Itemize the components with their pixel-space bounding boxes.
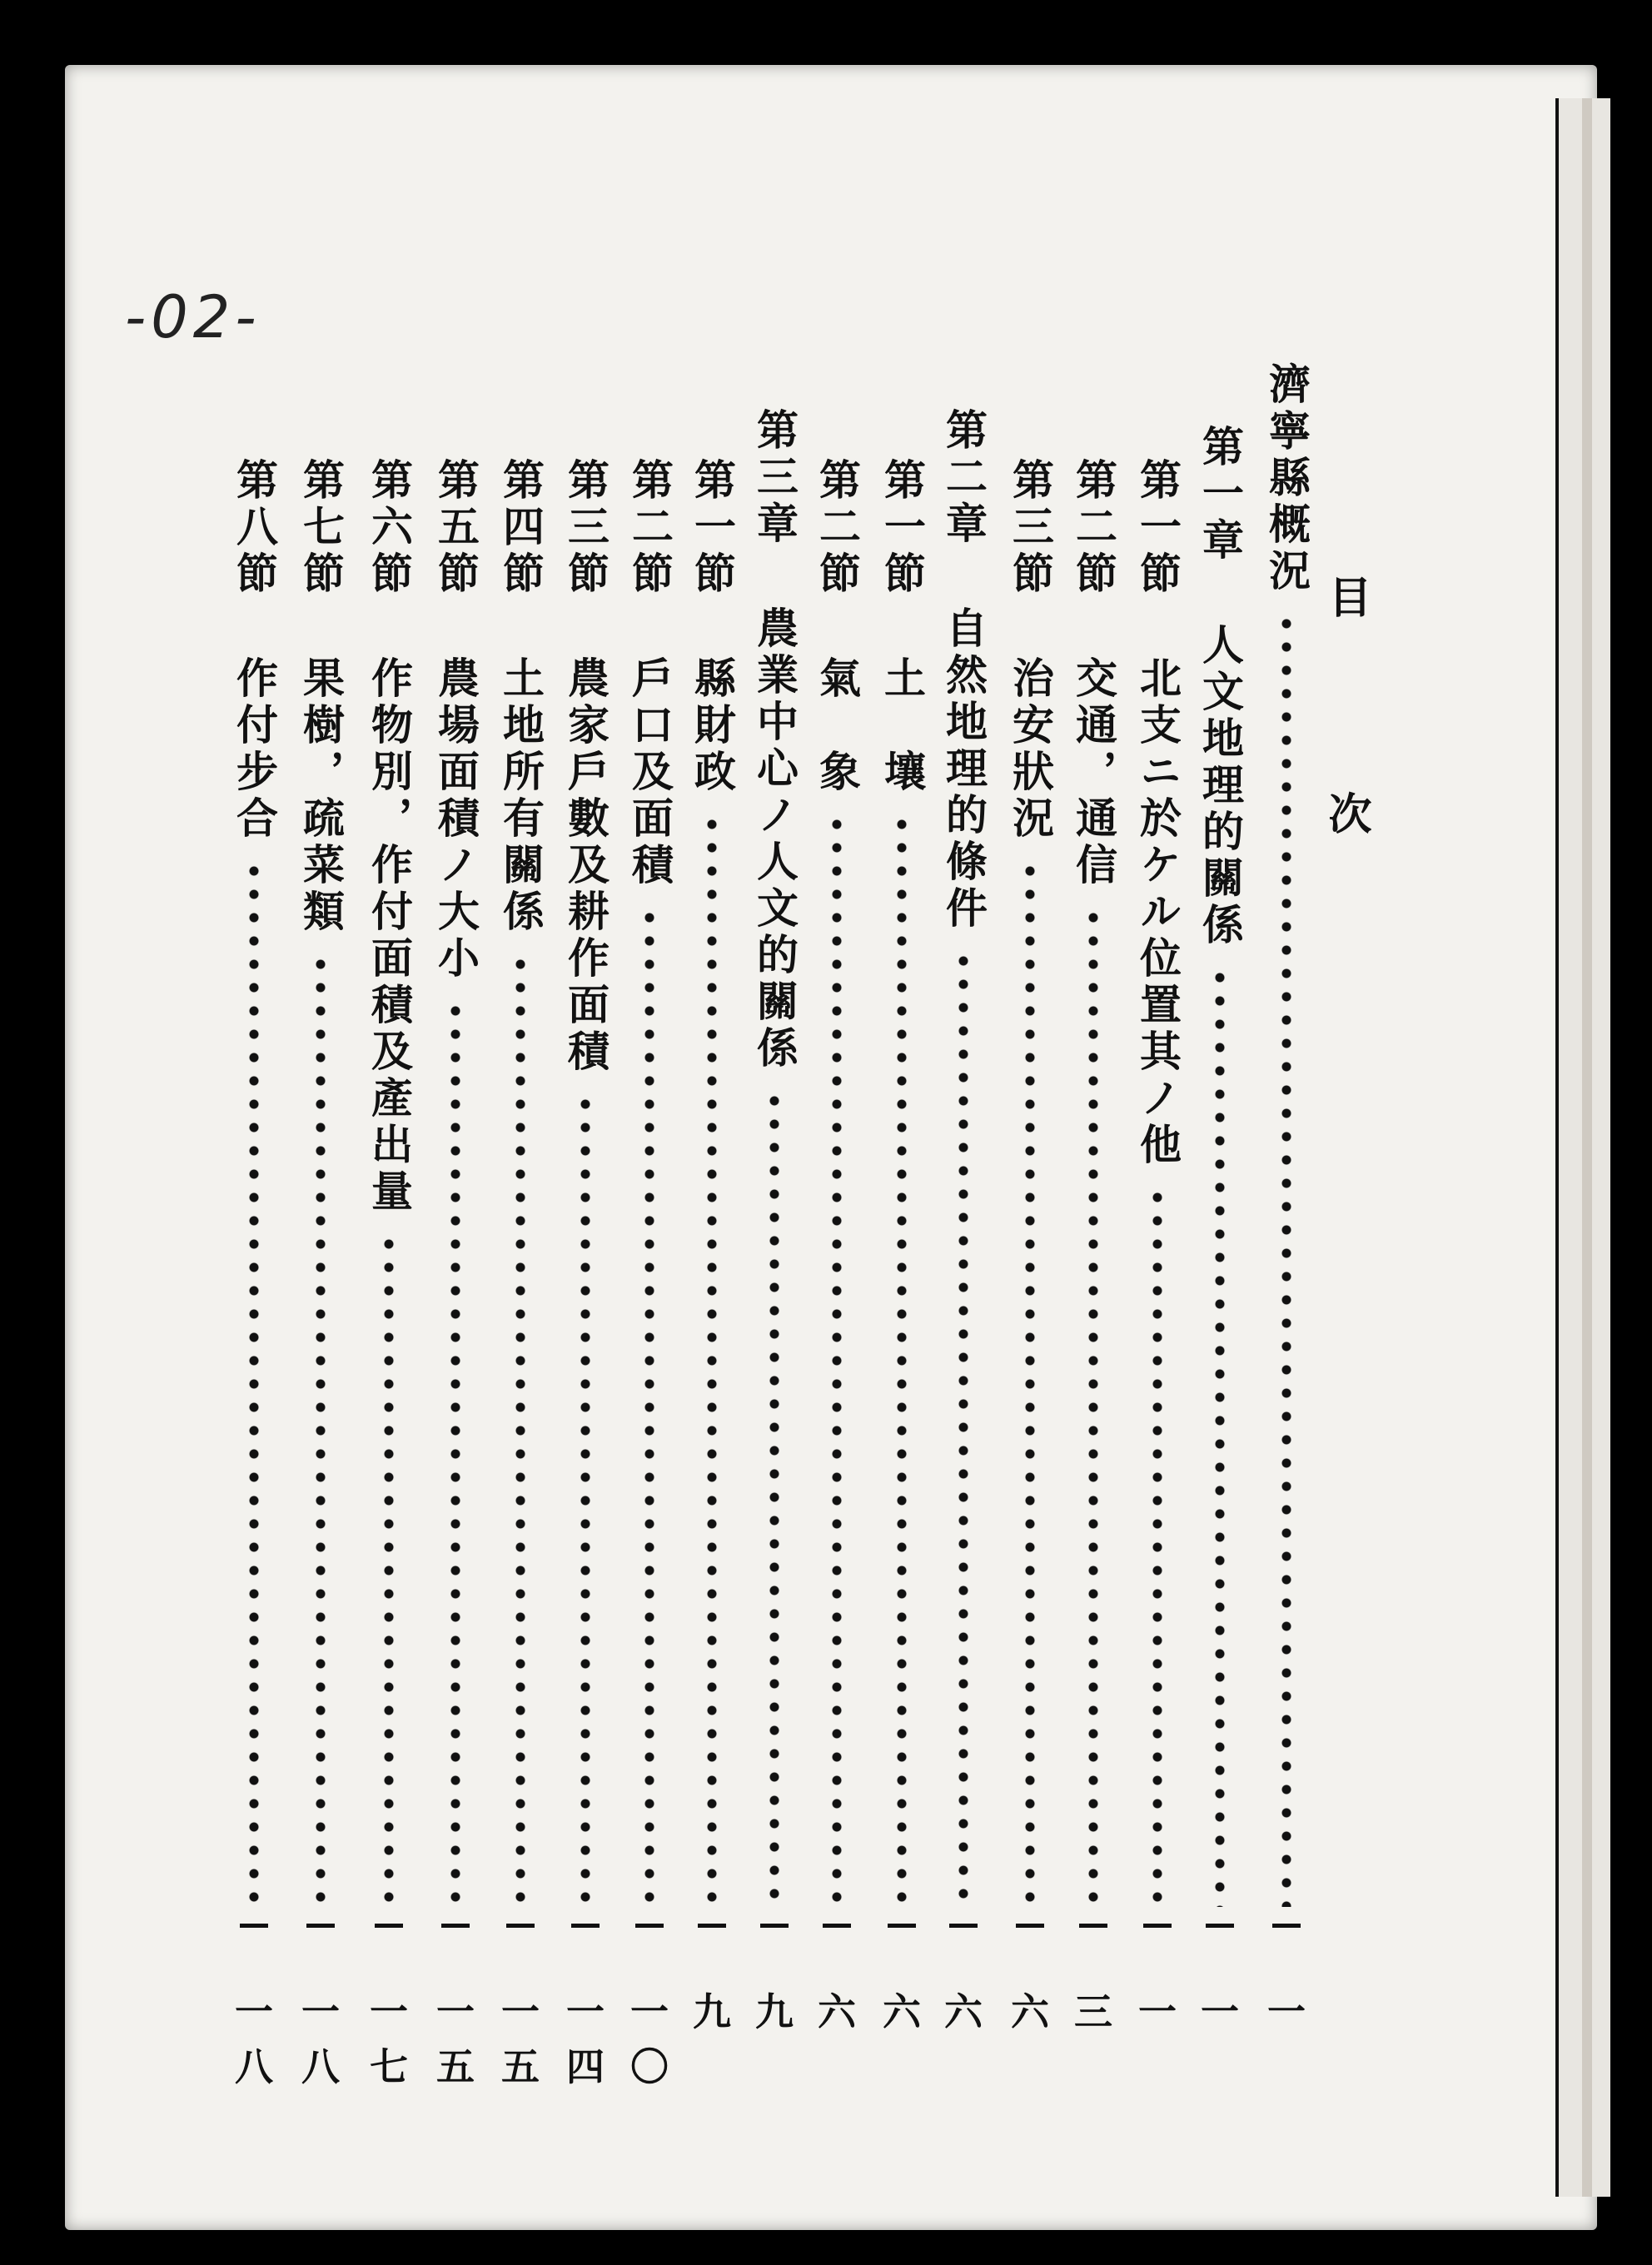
toc-page-number: 一八: [235, 1989, 273, 2089]
toc-page-number: 一八: [301, 1989, 340, 2089]
toc-entry-title: 氣 象: [813, 656, 862, 796]
toc-page-number: 六: [818, 1989, 856, 2034]
toc-page-number: 九: [693, 1989, 731, 2034]
toc-page-dash: [571, 1924, 600, 1928]
toc-entry-title: 縣財政: [688, 656, 737, 796]
toc-entry-title: 作付步合: [230, 656, 279, 843]
toc-entry-title: 農家戶數及耕作面積: [561, 656, 610, 1076]
toc-page-number: 一: [1267, 1989, 1306, 2034]
toc-entry-title: 作物別，作付面積及產出量: [365, 656, 414, 1216]
toc-leader-dots: [897, 813, 907, 1907]
toc-entry-label: 第二節: [625, 458, 674, 598]
toc-leader-dots: [832, 813, 842, 1907]
toc-entry-title: 果樹，疏菜類: [296, 656, 346, 936]
toc-leader-dots: [580, 1093, 590, 1907]
toc-entry-label: 第三節: [561, 458, 610, 598]
toc-entry-title: 人文地理的關係: [1196, 623, 1245, 949]
toc-entry-title: 北支ニ於ケル位置其ノ他: [1133, 656, 1182, 1169]
toc-entry-title: 土地所有關係: [496, 656, 545, 936]
toc-leader-dots: [644, 906, 654, 1907]
toc-entry-title: 農業中心ノ人文的關係: [750, 606, 799, 1073]
toc-page-dash: [306, 1924, 335, 1928]
heading-mokuji-first: 目: [1321, 575, 1371, 618]
toc-entry-title: 農場面積ノ大小: [431, 656, 480, 983]
toc-entry-label: 第一節: [1133, 458, 1182, 598]
toc-leader-dots: [450, 999, 460, 1907]
toc-page-dash: [635, 1924, 664, 1928]
toc-page-number: 一五: [501, 1989, 540, 2089]
toc-page-number: 六: [1011, 1989, 1049, 2034]
toc-page-dash: [506, 1924, 535, 1928]
toc-page-number: 一七: [370, 1989, 408, 2089]
toc-page-dash: [375, 1924, 403, 1928]
toc-page-dash: [1079, 1924, 1107, 1928]
toc-leader-dots: [1152, 1186, 1162, 1907]
toc-entry-title: 治安狀況: [1006, 656, 1055, 843]
toc-page-number: 一: [1201, 1989, 1239, 2034]
toc-entry-label: 第一節: [688, 458, 737, 598]
toc-page-dash: [698, 1924, 726, 1928]
toc-entry-label: 第二節: [813, 458, 862, 598]
heading-mokuji-second: 次: [1321, 791, 1371, 834]
document-page: [65, 65, 1597, 2230]
toc-page-dash: [1016, 1924, 1044, 1928]
toc-entry-label: 第三節: [1006, 458, 1055, 598]
toc-page-dash: [1206, 1924, 1234, 1928]
toc-page-number: 一〇: [630, 1989, 669, 2089]
toc-page-number: 九: [755, 1989, 794, 2034]
toc-page-dash: [949, 1924, 978, 1928]
toc-page-number: 六: [883, 1989, 921, 2034]
toc-page-number: 一: [1138, 1989, 1177, 2034]
toc-page-dash: [760, 1924, 789, 1928]
page-edge-shadow: [1582, 98, 1592, 2197]
toc-leader-dots: [384, 1232, 394, 1907]
toc-page-dash: [441, 1924, 470, 1928]
toc-leader-dots: [515, 953, 525, 1907]
toc-leader-dots: [1088, 906, 1098, 1907]
toc-leader-dots: [707, 813, 717, 1907]
toc-entry-label: 第六節: [365, 458, 414, 598]
toc-page-number: 六: [944, 1989, 983, 2034]
toc-page-dash: [1272, 1924, 1301, 1928]
toc-entry-title: 戶口及面積: [625, 656, 674, 889]
toc-entry-label: 第八節: [230, 458, 279, 598]
toc-page-number: 三: [1074, 1989, 1112, 2034]
toc-page-number: 一五: [436, 1989, 475, 2089]
toc-leader-dots: [769, 1089, 779, 1907]
toc-entry-label: 第七節: [296, 458, 346, 598]
toc-page-dash: [823, 1924, 851, 1928]
toc-entry-label: 第三章: [750, 408, 799, 548]
toc-page-dash: [1143, 1924, 1172, 1928]
margin-mark: -02-: [125, 283, 261, 351]
toc-entry-label: 第五節: [431, 458, 480, 598]
toc-entry-title: 自然地理的條件: [939, 606, 988, 933]
toc-entry-label: 第二章: [939, 408, 988, 548]
toc-entry-label: 第二節: [1069, 458, 1118, 598]
toc-entry-title: 濟寧縣概況: [1262, 362, 1311, 595]
toc-leader-dots: [249, 859, 259, 1907]
toc-leader-dots: [316, 953, 326, 1907]
toc-leader-dots: [1215, 966, 1225, 1907]
toc-leader-dots: [1281, 612, 1291, 1907]
toc-entry-title: 土 壤: [878, 656, 927, 796]
toc-leader-dots: [958, 949, 968, 1907]
toc-entry-label: 第一節: [878, 458, 927, 598]
toc-entry-title: 交通，通信: [1069, 656, 1118, 889]
toc-page-number: 一四: [566, 1989, 605, 2089]
toc-entry-label: 第四節: [496, 458, 545, 598]
toc-entry-label: 第一章: [1196, 425, 1245, 565]
toc-page-dash: [240, 1924, 268, 1928]
toc-leader-dots: [1025, 859, 1035, 1907]
toc-page-dash: [888, 1924, 916, 1928]
